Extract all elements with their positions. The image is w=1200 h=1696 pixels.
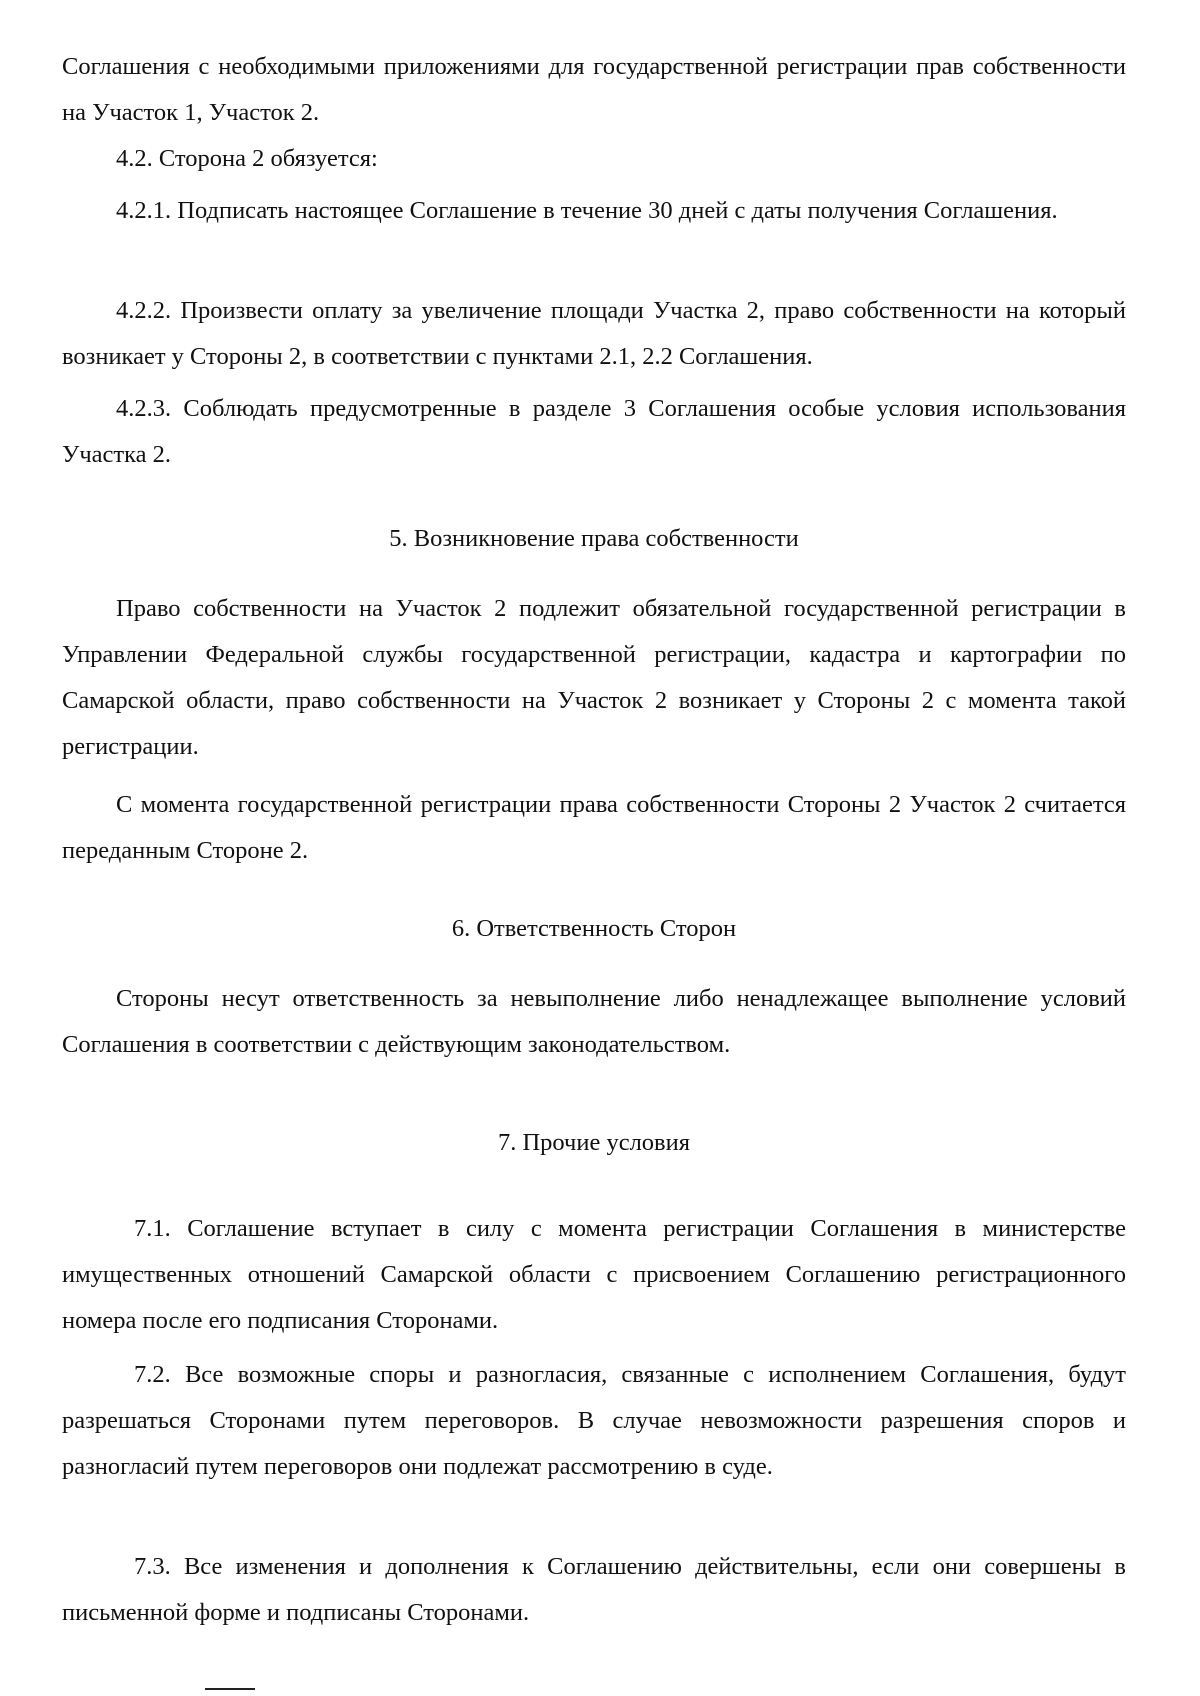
paragraph-5-2: С момента государственной регистрации права собственности Стороны 2 Участок 2 считается переданным Стороне 2. xyxy=(62,791,1126,864)
paragraph-6-1: Стороны несут ответственность за невыполнение либо ненадлежащее выполнение условий Соглашения в соответствии с действующим законодательством. xyxy=(62,985,1126,1058)
paragraph-5-1: Право собственности на Участок 2 подлежит обязательной государственной регистрации в Управлении Федеральной службы государственной регистрации, кадастра и картографии по Самарской области, право собственности на Участок 2 возникает у Стороны 2 с момента такой регистрации. xyxy=(62,595,1126,760)
section-heading-6: 6. Ответственность Сторон xyxy=(451,915,737,942)
paragraph-intro: Соглашения с необходимыми приложениями для государственной регистрации прав собственности на Участок 1, Участок 2. xyxy=(62,53,1126,126)
paragraph-4-2-1: 4.2.1. Подписать настоящее Соглашение в течение 30 дней с даты получения Соглашения. xyxy=(116,197,1058,224)
cut-off-text-fragment xyxy=(205,1688,255,1696)
paragraph-7-3: 7.3. Все изменения и дополнения к Соглашению действительны, если они совершены в письменной форме и подписаны Сторонами. xyxy=(62,1553,1126,1626)
paragraph-7-1: 7.1. Соглашение вступает в силу с момента регистрации Соглашения в министерстве имущественных отношений Самарской области с присвоением Соглашению регистрационного номера после его подписания Сторонами. xyxy=(62,1215,1126,1334)
paragraph-4-2-3: 4.2.3. Соблюдать предусмотренные в разделе 3 Соглашения особые условия использования Участка 2. xyxy=(62,395,1126,468)
section-heading-5: 5. Возникновение права собственности xyxy=(389,525,799,552)
paragraph-7-2: 7.2. Все возможные споры и разногласия, связанные с исполнением Соглашения, будут разрешаться Сторонами путем переговоров. В случае невозможности разрешения споров и разногласий путем переговоров они подлежат рассмотрению в суде. xyxy=(62,1361,1126,1480)
paragraph-4-2: 4.2. Сторона 2 обязуется: xyxy=(116,145,378,172)
section-heading-7: 7. Прочие условия xyxy=(497,1129,691,1156)
paragraph-4-2-2: 4.2.2. Произвести оплату за увеличение площади Участка 2, право собственности на который возникает у Стороны 2, в соответствии с пунктами 2.1, 2.2 Соглашения. xyxy=(62,297,1126,370)
